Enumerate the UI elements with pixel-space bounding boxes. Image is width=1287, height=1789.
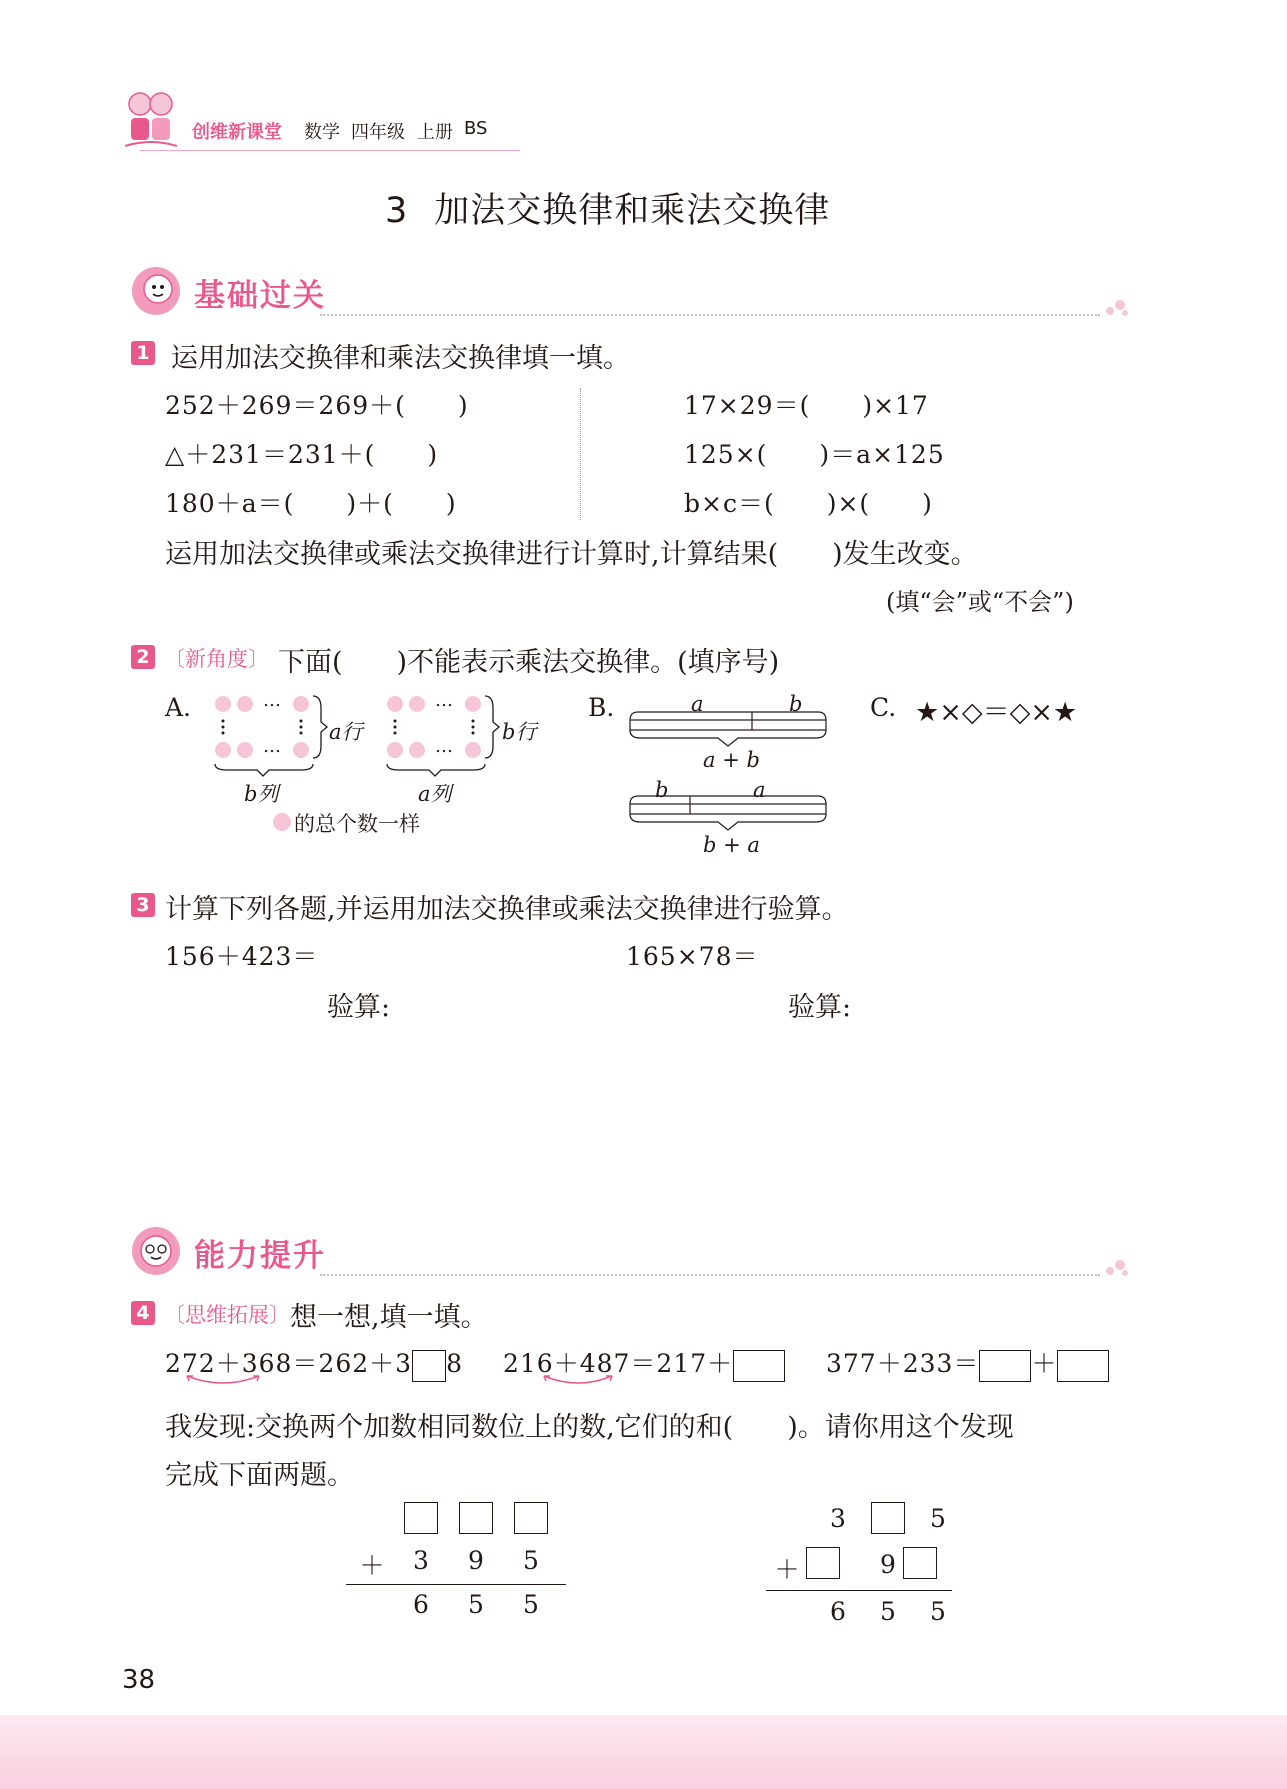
divider-dots-icon <box>1104 297 1130 317</box>
header-subject: 数学 <box>304 122 340 143</box>
q4-prompt: 想一想,填一填。 <box>290 1302 488 1333</box>
q2-tag: 〔新角度〕 <box>164 647 269 671</box>
header-edition: BS <box>464 118 488 139</box>
section-icon-boy <box>130 1225 182 1277</box>
q4-eq2-left: 216＋487＝217＋ <box>503 1349 734 1378</box>
q2-b-top-4: a <box>753 778 766 802</box>
divider-dots-icon-2 <box>1104 1257 1130 1277</box>
section-title-advanced: 能力提升 <box>194 1238 326 1274</box>
q2-option-c-expr: ★×◇＝◇×★ <box>915 697 1078 728</box>
lesson-number: 3 <box>385 191 409 231</box>
v2-blank-row2-ones[interactable] <box>903 1547 937 1579</box>
v2-row1-ones: 5 <box>930 1504 946 1533</box>
q2-b-sum-1: a + b <box>703 748 760 772</box>
q1-right-line-3: b×c＝( )×( ) <box>684 489 933 518</box>
v2-sum-rule <box>766 1590 952 1591</box>
v1-blank-ones[interactable] <box>514 1502 548 1534</box>
v1-row2-hundreds: 3 <box>413 1546 429 1575</box>
v2-blank-row2-hundreds[interactable] <box>806 1547 840 1579</box>
section-divider-2 <box>320 1274 1100 1276</box>
question-number-3: 3 <box>131 893 155 917</box>
header-grade: 四年级 <box>351 122 405 143</box>
footer-band <box>0 1715 1287 1789</box>
v2-sum-tens: 5 <box>880 1597 896 1626</box>
q3-check-2: 验算: <box>788 992 852 1023</box>
q4-eq3-left: 377＋233＝ <box>826 1349 980 1378</box>
page-number: 38 <box>122 1665 156 1695</box>
q2-b-top-3: b <box>655 778 669 802</box>
v2-blank-row1-tens[interactable] <box>871 1502 905 1534</box>
q1-hint: (填“会”或“不会”) <box>886 588 1074 616</box>
q2-a-dots-4: … <box>435 736 453 757</box>
q3-prompt: 计算下列各题,并运用加法交换律或乘法交换律进行验算。 <box>165 894 849 925</box>
q4-eq3-plus: ＋ <box>1031 1349 1058 1378</box>
v1-sum-hundreds: 6 <box>413 1590 429 1619</box>
q1-right-line-1: 17×29＝( )×17 <box>684 391 929 420</box>
lesson-title-text: 加法交换律和乘法交换律 <box>434 191 831 231</box>
q1-left-line-3: 180＋a＝( )＋( ) <box>165 489 457 518</box>
header-volume: 上册 <box>417 122 453 143</box>
section-divider <box>320 314 1100 316</box>
header-brand: 创维新课堂 <box>192 122 282 143</box>
q1-statement: 运用加法交换律或乘法交换律进行计算时,计算结果( )发生改变。 <box>165 539 978 570</box>
q2-option-c-label: C. <box>870 693 897 722</box>
v1-blank-hundreds[interactable] <box>404 1502 438 1534</box>
vertical-addition-1 <box>340 1500 580 1630</box>
q4-equation-3 <box>826 1344 1109 1382</box>
header-rule <box>140 150 520 151</box>
question-number-1: 1 <box>131 341 155 365</box>
v1-sum-tens: 5 <box>468 1590 484 1619</box>
section-title-basic: 基础过关 <box>194 278 326 314</box>
v1-plus-sign: ＋ <box>359 1551 385 1580</box>
v2-plus-sign: ＋ <box>774 1555 800 1584</box>
question-number-2: 2 <box>131 645 155 669</box>
q1-right-line-2: 125×( )＝a×125 <box>684 440 945 469</box>
q2-a-cols-1: b列 <box>244 782 279 806</box>
q4-eq1-left: 272＋368＝262＋3 <box>165 1349 413 1378</box>
q3-calc-1: 156＋423＝ <box>165 942 319 971</box>
q2-a-dots-2: … <box>263 736 281 757</box>
question-number-4: 4 <box>131 1301 155 1325</box>
v2-row2-tens: 9 <box>880 1550 896 1579</box>
q2-a-cols-2: a列 <box>418 782 452 806</box>
q2-b-top-1: a <box>691 692 704 716</box>
q2-b-sum-2: b + a <box>703 833 760 857</box>
pink-dot-icon <box>273 813 291 831</box>
q4-discovery-2: 完成下面两题。 <box>165 1460 354 1491</box>
v1-sum-rule <box>346 1584 566 1585</box>
q2-prompt: 下面( )不能表示乘法交换律。(填序号) <box>278 647 780 678</box>
q2-option-a-figure <box>205 688 545 784</box>
q2-a-rows-1: a行 <box>329 720 363 744</box>
vertical-addition-2 <box>760 1500 960 1636</box>
q2-option-a-label: A. <box>165 693 192 722</box>
q3-calc-2: 165×78＝ <box>626 942 759 971</box>
q2-b-top-2: b <box>789 692 803 716</box>
q4-eq3-blank-2[interactable] <box>1057 1350 1109 1382</box>
v2-sum-ones: 5 <box>930 1597 946 1626</box>
q4-tag: 〔思维拓展〕 <box>164 1303 290 1327</box>
swap-arrow-icon-1 <box>183 1372 263 1388</box>
q4-eq1-blank[interactable] <box>412 1350 446 1382</box>
q4-eq1-right: 8 <box>446 1349 463 1378</box>
header-mascot-icon <box>125 88 177 150</box>
q1-left-line-2: △＋231＝231＋( ) <box>165 440 439 469</box>
q3-check-1: 验算: <box>327 992 391 1023</box>
v1-sum-ones: 5 <box>523 1590 539 1619</box>
q1-left-line-1: 252＋269＝269＋( ) <box>165 391 469 420</box>
v1-blank-tens[interactable] <box>459 1502 493 1534</box>
v2-row1-hundreds: 3 <box>830 1504 846 1533</box>
q4-eq2-blank[interactable] <box>733 1350 785 1382</box>
q1-column-divider <box>580 388 581 520</box>
q4-discovery: 我发现:交换两个加数相同数位上的数,它们的和( )。请你用这个发现 <box>165 1412 1014 1443</box>
q4-eq3-blank-1[interactable] <box>979 1350 1031 1382</box>
q2-a-dots-1: … <box>263 690 281 711</box>
q2-option-b-label: B. <box>588 693 615 722</box>
q2-a-rows-2: b行 <box>502 720 537 744</box>
q2-a-dots-3: … <box>435 690 453 711</box>
lesson-title <box>385 183 830 233</box>
v1-row2-tens: 9 <box>468 1546 484 1575</box>
v2-sum-hundreds: 6 <box>830 1597 846 1626</box>
q1-prompt: 运用加法交换律和乘法交换律填一填。 <box>171 343 630 374</box>
q2-a-note: 的总个数一样 <box>294 812 420 836</box>
swap-arrow-icon-2 <box>540 1372 616 1388</box>
v1-row2-ones: 5 <box>523 1546 539 1575</box>
section-icon-girl <box>130 265 182 317</box>
